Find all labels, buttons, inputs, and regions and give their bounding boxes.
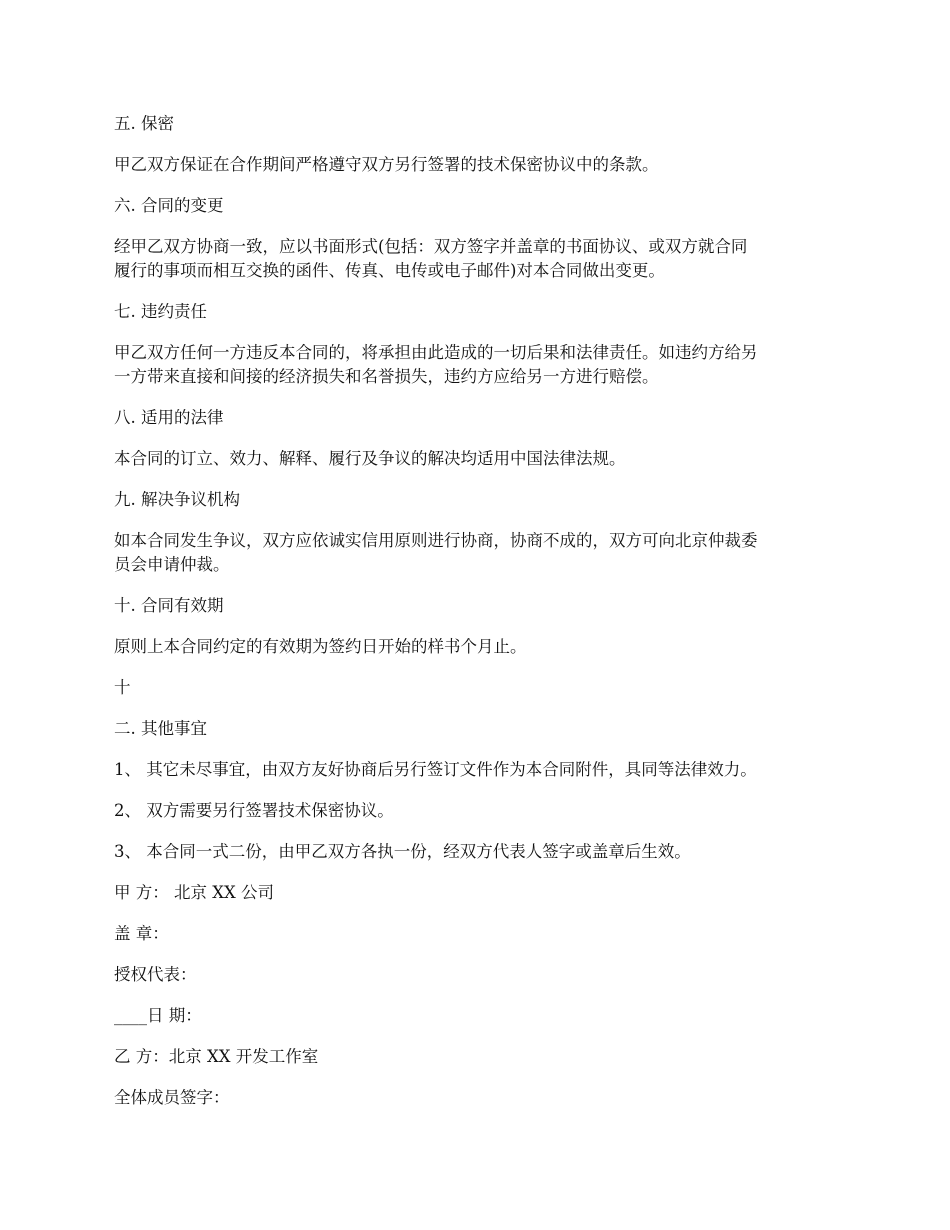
section-6-line-1: 经甲乙双方协商一致，应以书面形式(包括：双方签字并盖章的书面协议、或双方就合同 [114,237,748,256]
section-12-heading: 二. 其他事宜 [114,719,207,738]
section-12-prefix: 十 [114,678,131,697]
section-7-line-1: 甲乙双方任何一方违反本合同的，将承担由此造成的一切后果和法律责任。如违约方给另 [114,343,758,362]
list-item-1: 1、 其它未尽事宜，由双方友好协商后另行签订文件作为本合同附件，具同等法律效力。 [114,760,757,779]
all-members-sign-label: 全体成员签字： [114,1088,230,1107]
section-9-line-1: 如本合同发生争议，双方应依诚实信用原则进行协商，协商不成的，双方可向北京仲裁委 [114,531,758,550]
section-6-line-2: 履行的事项而相互交换的函件、传真、电传或电子邮件)对本合同做出变更。 [114,261,665,280]
contract-page [114,112,844,1127]
section-9-line-2: 员会申请仲裁。 [114,555,230,574]
section-10-text: 原则上本合同约定的有效期为签约日开始的样书个月止。 [114,637,527,656]
section-7-heading: 七. 违约责任 [114,302,207,321]
section-8-text: 本合同的订立、效力、解释、履行及争议的解决均适用中国法律法规。 [114,449,626,468]
list-item-3: 3、 本合同一式二份，由甲乙双方各执一份，经双方代表人签字或盖章后生效。 [114,842,691,861]
section-9-heading: 九. 解决争议机构 [114,490,240,509]
section-7-line-2: 一方带来直接和间接的经济损失和名誉损失，违约方应给另一方进行赔偿。 [114,367,659,386]
seal-label: 盖 章： [114,924,169,943]
section-6-heading: 六. 合同的变更 [114,196,224,215]
section-5-text: 甲乙双方保证在合作期间严格遵守双方另行签署的技术保密协议中的条款。 [114,155,659,174]
section-8-heading: 八. 适用的法律 [114,408,224,427]
party-a: 甲 方： 北京 XX 公司 [114,883,274,902]
party-b: 乙 方：北京 XX 开发工作室 [114,1047,319,1066]
section-9-paragraph [114,529,844,577]
section-6-paragraph [114,235,844,283]
date-line: ____日 期： [114,1006,202,1025]
section-10-heading: 十. 合同有效期 [114,596,224,615]
list-item-2: 2、 双方需要另行签署技术保密协议。 [114,801,394,820]
section-5-heading: 五. 保密 [114,114,174,133]
authorized-rep-label: 授权代表： [114,965,197,984]
section-7-paragraph [114,341,844,389]
